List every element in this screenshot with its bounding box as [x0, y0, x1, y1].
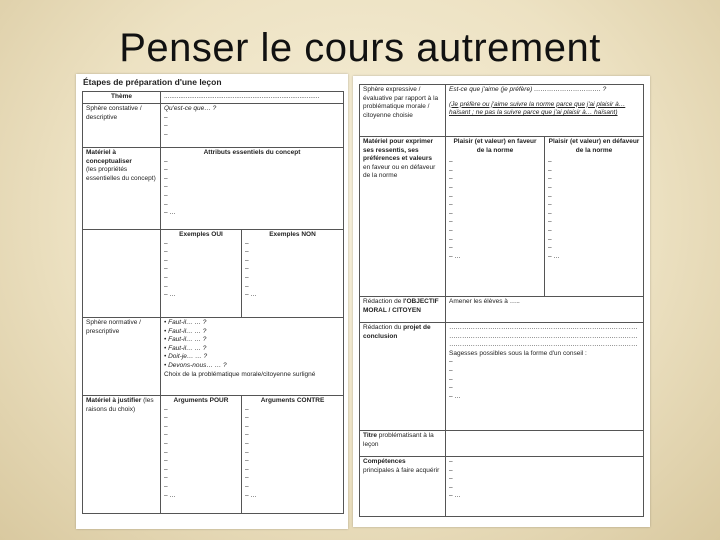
dash-line: – — [245, 439, 249, 447]
dash-line: – — [449, 166, 453, 174]
competences-field[interactable] — [446, 457, 644, 517]
dash-line: – — [548, 226, 552, 234]
plaisir-defaveur-field[interactable] — [545, 137, 644, 297]
dash-line: – — [164, 482, 168, 490]
dash-line: – — [164, 474, 168, 482]
left-sheet-heading: Étapes de préparation d'une leçon — [83, 77, 222, 87]
dash-line: – — [245, 239, 249, 247]
arguments-contre-header: Arguments CONTRE — [260, 397, 325, 404]
exemples-oui-field[interactable] — [161, 230, 242, 318]
label-rest: (les raisons du choix) — [86, 397, 154, 413]
dash-line: – … — [245, 291, 257, 299]
question-bullet: • Doit-je… … ? — [164, 353, 340, 362]
titre-field[interactable] — [446, 431, 644, 457]
materiel-exprimer-label — [360, 137, 446, 297]
dash-line: – — [449, 183, 453, 191]
exemples-non-field[interactable] — [242, 230, 344, 318]
dash-line: – — [245, 273, 249, 281]
objectif-field[interactable]: Amener les élèves à ….. — [446, 297, 644, 323]
dash-line: – — [449, 209, 453, 217]
sphere-expressive-label: Sphère expressive / évaluative par rapport à la problématique morale / citoyenne choisie — [360, 85, 446, 137]
competences-label — [360, 457, 446, 517]
label-pre: Rédaction du — [363, 324, 402, 331]
theme-field[interactable]: ...................................................................................... — [161, 92, 344, 104]
dash-line: – — [164, 405, 168, 413]
slide-title: Penser le cours autrement — [119, 26, 601, 70]
projet-conclusion-label — [360, 323, 446, 431]
preference-text: (Je préfère ou j'aime suivre la norme parce que j'ai plaisir à… haïsant ; ne pas la suivre parce que j'ai plaisir à… haïsant) — [449, 100, 626, 117]
label-bold: projet de conclusion — [363, 324, 431, 340]
label-rest: (les propriétés essentielles du concept) — [86, 166, 156, 182]
objectif-label — [360, 297, 446, 323]
dash-line: – — [245, 248, 249, 256]
dash-line: – — [449, 175, 453, 183]
exemples-oui-header: Exemples OUI — [179, 231, 223, 238]
question-text: Qu'est-ce que… ? — [164, 105, 217, 112]
dash-line: – — [548, 183, 552, 191]
dash-line: – — [449, 466, 453, 474]
dash-line: – … — [449, 252, 461, 260]
dash-line: – — [548, 192, 552, 200]
dash-line: – — [548, 244, 552, 252]
dash-line: – — [164, 273, 168, 281]
dash-line: – — [449, 375, 453, 383]
label-bold: Matériel à justifier — [86, 397, 142, 404]
dash-line: – — [164, 191, 168, 199]
label-bold: Titre — [363, 432, 377, 439]
dash-line: – — [164, 248, 168, 256]
question-bullet: • Faut-il… … ? — [164, 328, 340, 337]
question-bullet: • Faut-il… … ? — [164, 345, 340, 354]
dotted-line: …………………………………………………………………………… — [449, 324, 638, 331]
dash-line: – — [164, 122, 168, 130]
dash-line: – — [164, 457, 168, 465]
dash-line: – … — [449, 492, 461, 500]
exemples-non-header: Exemples NON — [269, 231, 316, 238]
dash-line: – — [164, 157, 168, 165]
label-bold: Matériel à conceptualiser — [86, 149, 132, 165]
dash-line: – — [245, 414, 249, 422]
dash-line: – — [245, 265, 249, 273]
dash-line: – — [449, 483, 453, 491]
dash-line: – — [449, 384, 453, 392]
dash-line: – — [548, 235, 552, 243]
sphere-expressive-field[interactable] — [446, 85, 644, 137]
arguments-contre-field[interactable] — [242, 396, 344, 514]
problematique-note: Choix de la problématique morale/citoyenne surligné — [164, 370, 316, 378]
question-bullet: • Faut-il… … ? — [164, 336, 340, 345]
titre-label — [360, 431, 446, 457]
dash-line: – — [449, 458, 453, 465]
arguments-pour-header: Arguments POUR — [173, 397, 229, 404]
theme-label: Thème — [83, 92, 161, 104]
label-bold: Matériel pour exprimer ses ressentis, ses préférences et valeurs — [363, 138, 434, 163]
plaisir-defaveur-header: Plaisir (et valeur) en défaveur de la norme — [548, 138, 640, 154]
dash-line: – — [548, 158, 552, 166]
question-text: Est-ce que j'aime (je préfère) …………………………. ? — [449, 86, 607, 93]
dash-line: – — [164, 422, 168, 430]
materiel-conceptualiser-label — [83, 148, 161, 230]
label-rest: principales à faire acquérir — [363, 466, 440, 474]
attributs-field[interactable] — [161, 148, 344, 230]
dash-line: – — [164, 174, 168, 182]
left-form-sheet — [76, 74, 348, 529]
question-bullet: • Devons-nous… … ? — [164, 362, 340, 371]
dash-line: – … — [164, 291, 176, 299]
question-bullet: • Faut-il… … ? — [164, 319, 340, 328]
sphere-normative-label: Sphère normative / prescriptive — [83, 318, 161, 396]
exemples-empty-cell — [83, 230, 161, 318]
dash-line: – — [164, 256, 168, 264]
dash-line: – — [164, 265, 168, 273]
dash-line: – — [548, 166, 552, 174]
dash-line: – — [245, 282, 249, 290]
sphere-constative-label: Sphère constative / descriptive — [83, 104, 161, 148]
dash-line: – — [245, 465, 249, 473]
dash-line: – — [245, 422, 249, 430]
dash-line: – — [449, 366, 453, 374]
dash-line: – — [449, 358, 453, 366]
label-rest: en faveur ou en défaveur de la norme — [363, 163, 436, 180]
dash-line: – — [245, 431, 249, 439]
label-bold: l'OBJECTIF MORAL / CITOYEN — [363, 298, 439, 314]
dash-line: – — [449, 201, 453, 209]
plaisir-faveur-field[interactable] — [446, 137, 545, 297]
dash-line: – — [164, 200, 168, 208]
sphere-constative-field[interactable] — [161, 104, 344, 148]
dash-line: – — [164, 113, 168, 121]
dash-line: – — [164, 439, 168, 447]
dash-line: – — [548, 201, 552, 209]
label-bold: Compétences — [363, 458, 406, 465]
dash-line: – … — [548, 252, 560, 260]
dash-line: – … — [449, 392, 461, 400]
dash-line: – — [164, 431, 168, 439]
dash-line: – — [245, 448, 249, 456]
attributs-header: Attributs essentiels du concept — [203, 149, 301, 156]
dash-line: – — [164, 130, 168, 138]
label-rest: problématisant à la leçon — [363, 432, 434, 448]
dash-line: – … — [164, 209, 176, 217]
dash-line: – — [164, 465, 168, 473]
dash-line: – — [245, 474, 249, 482]
projet-conclusion-field[interactable] — [446, 323, 644, 431]
dash-line: – — [245, 457, 249, 465]
dash-line: – — [164, 448, 168, 456]
dash-line: – — [164, 282, 168, 290]
dash-line: – — [548, 218, 552, 226]
dash-line: – — [164, 183, 168, 191]
right-form-sheet — [353, 76, 650, 527]
dash-line: – — [449, 158, 453, 166]
dash-line: – — [449, 244, 453, 252]
dotted-line: …………………………………………………………………………… — [449, 332, 638, 340]
dash-line: – — [164, 239, 168, 247]
dash-line: – — [164, 414, 168, 422]
dash-line: – … — [164, 491, 176, 499]
dash-line: – — [245, 405, 249, 413]
dash-line: – — [548, 175, 552, 183]
dash-line: – — [449, 235, 453, 243]
sphere-normative-field[interactable] — [161, 318, 344, 396]
dash-line: – — [164, 166, 168, 174]
dash-line: – — [548, 209, 552, 217]
plaisir-faveur-header: Plaisir (et valeur) en faveur de la norme — [453, 138, 537, 154]
materiel-justifier-label — [83, 396, 161, 514]
dash-line: – — [449, 475, 453, 483]
dash-line: – — [449, 226, 453, 234]
label-pre: Rédaction de — [363, 298, 402, 305]
dash-line: – — [449, 192, 453, 200]
dash-line: – — [449, 218, 453, 226]
dash-line: – … — [245, 491, 257, 499]
arguments-pour-field[interactable] — [161, 396, 242, 514]
sagesses-label: Sagesses possibles sous la forme d'un conseil : — [449, 349, 587, 357]
dash-line: – — [245, 256, 249, 264]
dotted-line: …………………………………………………………………………… — [449, 341, 638, 349]
lesson-prep-table — [82, 91, 344, 514]
dash-line: – — [245, 482, 249, 490]
lesson-prep-table-continued — [359, 84, 644, 517]
